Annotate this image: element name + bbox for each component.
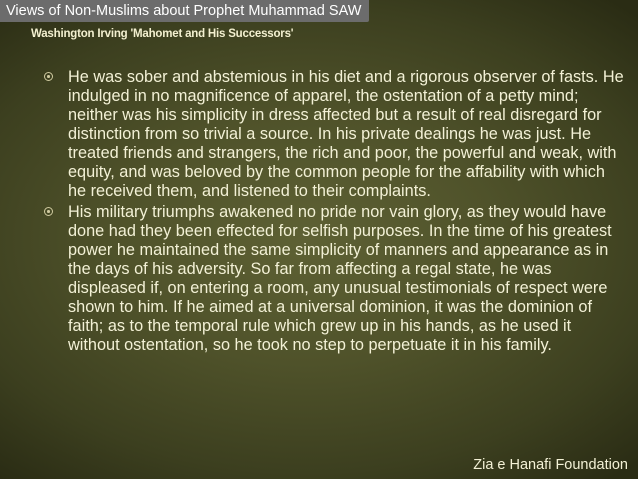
circle-bullet-icon: [44, 207, 53, 216]
slide-title-banner: Views of Non-Muslims about Prophet Muhammad SAW: [0, 0, 369, 22]
bullet-list: [44, 68, 624, 355]
bullet-text: His military triumphs awakened no pride nor vain glory, as they would have done had they been effected for selfish purposes. In the time of his greatest power he maintained the same simplicity of manners and appearance as in the days of his adversity. So far from affecting a regal state, he was displeased if, on entering a room, any unusual testimonials of respect were shown to him. If he aimed at a universal dominion, it was the dominion of faith; as to the temporal rule which grew up in his hands, as he used it without ostentation, so he took no step to perpetuate it in his family.: [68, 203, 612, 354]
circle-bullet-icon: [44, 72, 53, 81]
bullet-item: [44, 68, 624, 201]
slide-subtitle: Washington Irving 'Mahomet and His Successors': [31, 28, 294, 40]
bullet-text: He was sober and abstemious in his diet and a rigorous observer of fasts. He indulged in no magnificence of apparel, the ostentation of a petty mind; neither was his simplicity in dress affected but a result of real disregard for distinction from so trivial a source. In his private dealings he was just. He treated friends and strangers, the rich and poor, the powerful and weak, with equity, and was beloved by the common people for the affability with which he received them, and listened to their complaints.: [68, 68, 624, 200]
bullet-item: [44, 203, 624, 355]
footer-credit: Zia e Hanafi Foundation: [473, 457, 628, 473]
